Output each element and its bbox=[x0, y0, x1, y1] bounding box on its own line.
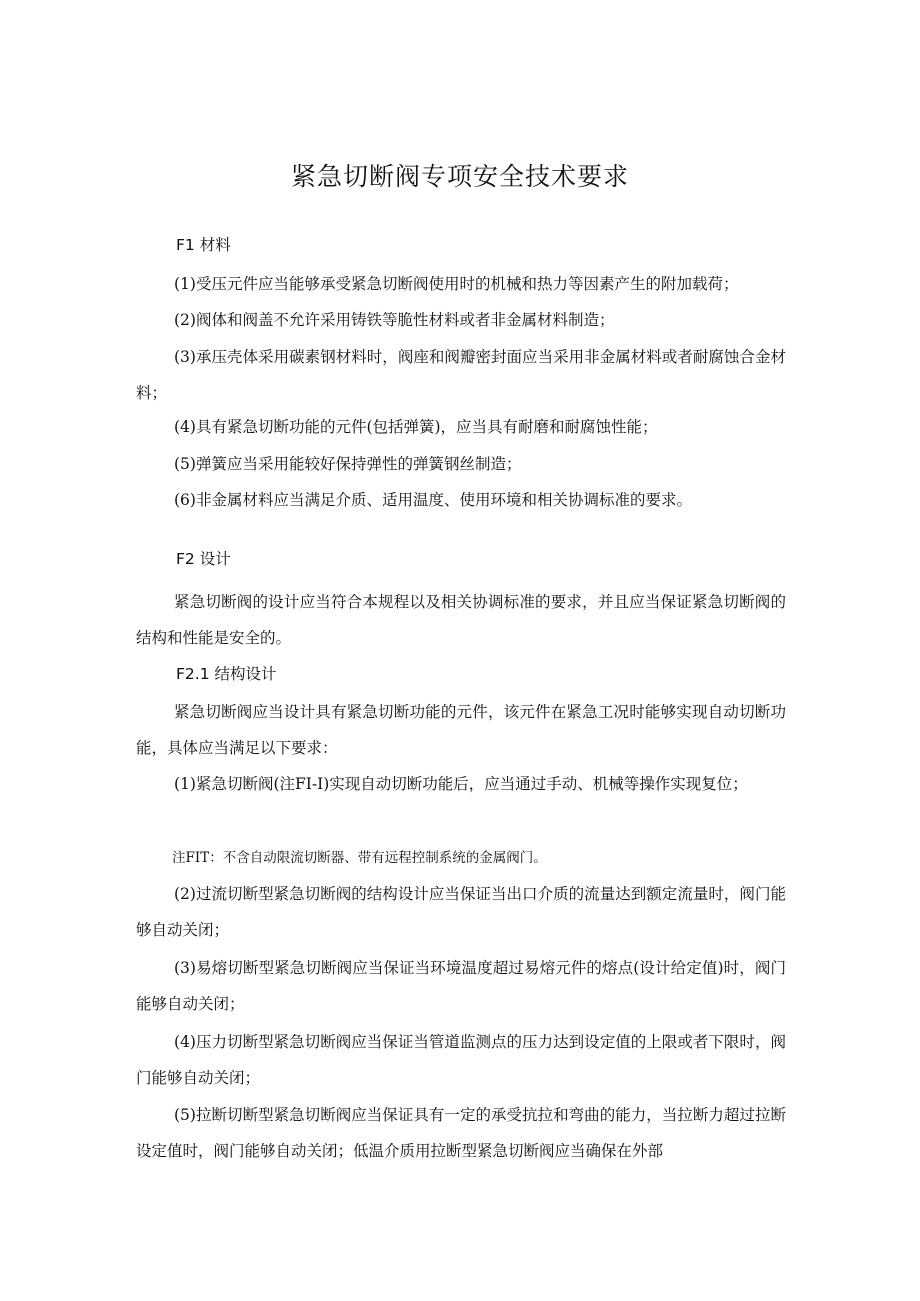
paragraph: 紧急切断阀应当设计具有紧急切断功能的元件，该元件在紧急工况时能够实现自动切断功能，具体应当满足以下要求： bbox=[136, 703, 786, 757]
subsection-heading-f2-1: F2.1 结构设计 bbox=[176, 665, 277, 683]
footnote: 注FIT：不含自动限流切断器、带有远程控制系统的金属阀门。 bbox=[172, 850, 547, 866]
paragraph: 紧急切断阀的设计应当符合本规程以及相关协调标准的要求，并且应当保证紧急切断阀的结构和性能是安全的。 bbox=[136, 593, 786, 647]
document-title: 紧急切断阀专项安全技术要求 bbox=[290, 162, 629, 191]
list-item: (1)受压元件应当能够承受紧急切断阀使用时的机械和热力等因素产生的附加载荷； bbox=[174, 275, 739, 293]
list-item: (3)承压壳体采用碳素钢材料时，阀座和阀瓣密封面应当采用非金属材料或者耐腐蚀合金材料； bbox=[136, 348, 786, 402]
section-heading-f2: F2 设计 bbox=[176, 550, 231, 568]
list-item: (6)非金属材料应当满足介质、适用温度、使用环境和相关协调标准的要求。 bbox=[174, 491, 692, 509]
list-item: (4)压力切断型紧急切断阀应当保证当管道监测点的压力达到设定值的上限或者下限时，阀门能够自动关闭； bbox=[136, 1033, 786, 1087]
list-item: (5)拉断切断型紧急切断阀应当保证具有一定的承受抗拉和弯曲的能力，当拉断力超过拉断设定值时，阀门能够自动关闭；低温介质用拉断型紧急切断阀应当确保在外部 bbox=[136, 1106, 786, 1160]
section-heading-f1: F1 材料 bbox=[176, 236, 231, 254]
list-item: (1)紧急切断阀(注FI-I)实现自动切断功能后，应当通过手动、机械等操作实现复位； bbox=[174, 775, 748, 793]
list-item: (5)弹簧应当采用能较好保持弹性的弹簧钢丝制造； bbox=[174, 455, 522, 473]
list-item: (4)具有紧急切断功能的元件(包括弹簧)，应当具有耐磨和耐腐蚀性能； bbox=[174, 418, 658, 436]
list-item: (3)易熔切断型紧急切断阀应当保证当环境温度超过易熔元件的熔点(设计给定值)时，阀门能够自动关闭； bbox=[136, 959, 786, 1013]
list-item: (2)过流切断型紧急切断阀的结构设计应当保证当出口介质的流量达到额定流量时，阀门能够自动关闭； bbox=[136, 885, 786, 939]
list-item: (2)阀体和阀盖不允许采用铸铁等脆性材料或者非金属材料制造； bbox=[174, 311, 615, 329]
